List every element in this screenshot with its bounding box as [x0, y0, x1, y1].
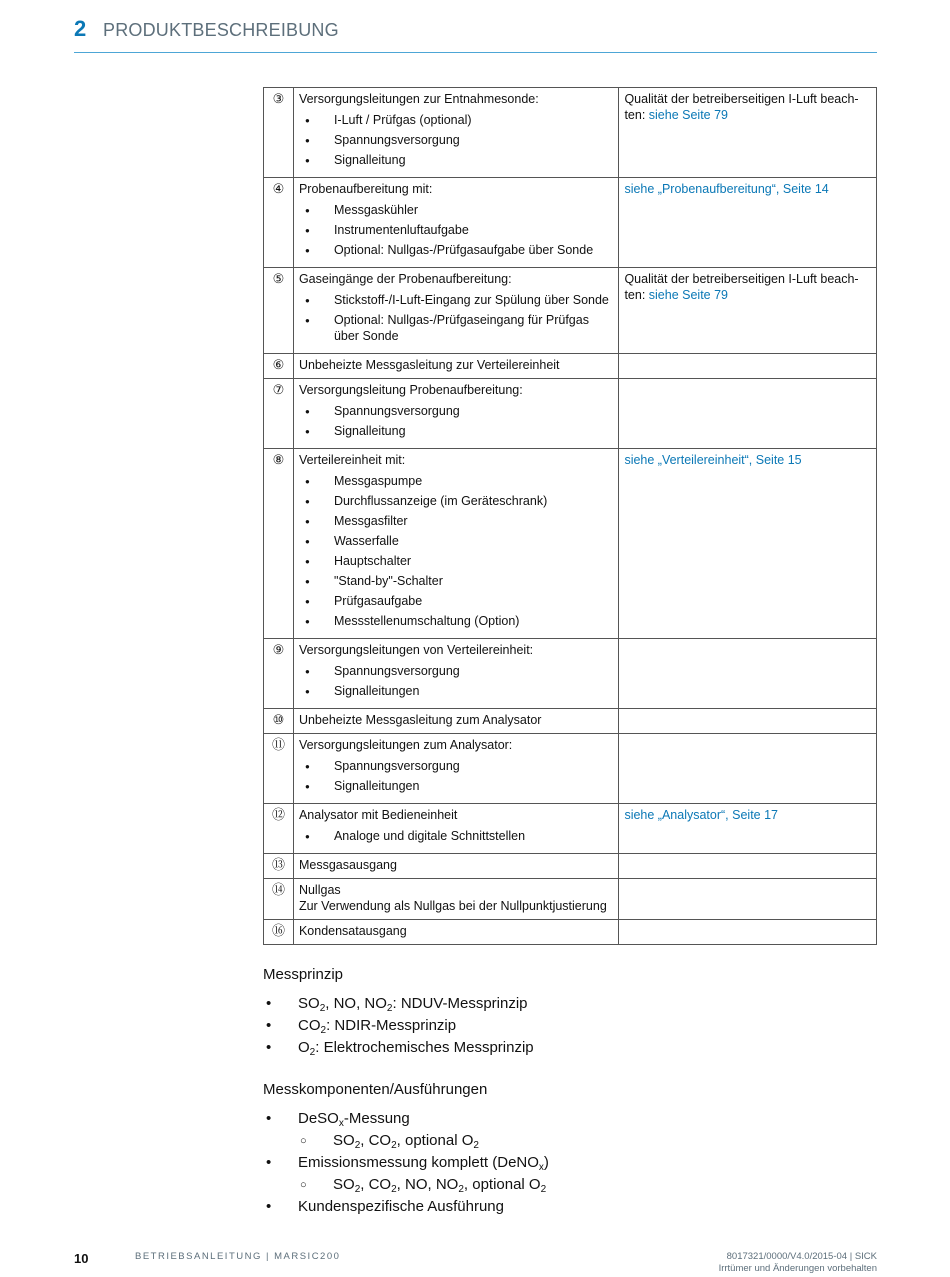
list-item: [263, 1037, 877, 1059]
item-description: [293, 268, 618, 354]
item-description: [293, 854, 618, 879]
messkomponenten-list: [263, 1108, 877, 1218]
subscript-text: 2: [319, 1003, 326, 1014]
text-segment: : Elektrochemisches Messprinzip: [315, 1039, 534, 1056]
item-number: ⑥: [264, 354, 294, 379]
subscript-text: 2: [354, 1140, 361, 1151]
item-description: [293, 639, 618, 709]
table-row: [264, 709, 877, 734]
item-number: ⑩: [264, 709, 294, 734]
table-row: [264, 854, 877, 879]
list-item: ● Messstellenumschaltung (Option): [299, 613, 613, 629]
page-header: [74, 16, 877, 53]
item-description: [293, 88, 618, 178]
list-item: [263, 1108, 877, 1152]
item-bullet-list: [299, 202, 613, 258]
text-segment: SO: [333, 1132, 355, 1149]
sub-list-item: [298, 1130, 877, 1152]
item-title: Messgasausgang: [298, 858, 397, 872]
reference-link[interactable]: siehe Seite 79: [648, 108, 728, 122]
list-item: [263, 1152, 877, 1196]
table-row: [264, 88, 877, 178]
item-reference: [619, 379, 877, 449]
list-item-text: [298, 1196, 877, 1218]
document-title: BETRIEBSANLEITUNG | MARSIC200: [135, 1251, 341, 1262]
chapter-title: PRODUKTBESCHREIBUNG: [103, 20, 339, 40]
item-number: ⑭: [264, 879, 294, 920]
list-item: ● "Stand-by"-Schalter: [299, 573, 613, 589]
sub-list: [298, 1130, 877, 1152]
item-title: Gaseingänge der Probenaufbereitung:: [298, 272, 512, 286]
text-segment: , optional O: [396, 1132, 474, 1149]
item-reference: [619, 734, 877, 804]
list-item: ● Stickstoff-/I-Luft-Eingang zur Spülung über Sonde: [299, 292, 613, 308]
item-title: Versorgungsleitungen zum Analysator:: [298, 738, 513, 752]
item-reference: [619, 88, 877, 178]
list-item: [263, 1196, 877, 1218]
item-number: ④: [264, 178, 294, 268]
item-number: ③: [264, 88, 294, 178]
item-description: [293, 879, 618, 920]
text-segment: Kundenspezifische Ausführung: [298, 1198, 504, 1215]
subscript-text: 2: [391, 1184, 397, 1195]
item-description: [293, 709, 618, 734]
subscript-text: x: [338, 1118, 344, 1129]
item-description: [293, 920, 618, 945]
subscript-text: 2: [309, 1047, 316, 1058]
text-segment: DeSO: [298, 1110, 339, 1127]
item-reference: [619, 709, 877, 734]
text-segment: , optional O: [463, 1176, 541, 1193]
item-description: [293, 804, 618, 854]
table-row: [264, 354, 877, 379]
subscript-text: x: [538, 1162, 544, 1173]
list-item: ● Wasserfalle: [299, 533, 613, 549]
item-title: Probenaufbereitung mit:: [298, 182, 433, 196]
item-subtitle: Zur Verwendung als Nullgas bei der Nullpunktjustierung: [298, 899, 607, 913]
item-bullet-list: [299, 112, 613, 168]
list-item: ● Messgaskühler: [299, 202, 613, 218]
list-item: ● Prüfgasaufgabe: [299, 593, 613, 609]
item-reference: [619, 854, 877, 879]
reference-link[interactable]: siehe Seite 79: [648, 288, 728, 302]
subscript-text: 2: [540, 1184, 547, 1195]
text-segment: , CO: [360, 1132, 392, 1149]
text-segment: , CO: [360, 1176, 392, 1193]
item-reference: [619, 178, 877, 268]
subscript-text: 2: [320, 1025, 327, 1036]
text-segment: Emissionsmessung komplett (DeNO: [298, 1154, 539, 1171]
list-item: ● Analoge und digitale Schnittstellen: [299, 828, 613, 844]
item-description: [293, 734, 618, 804]
table-row: [264, 178, 877, 268]
item-number: ⑫: [264, 804, 294, 854]
page-number: 10: [74, 1251, 89, 1266]
text-segment: , NO, NO: [396, 1176, 459, 1193]
subscript-text: 2: [458, 1184, 464, 1195]
item-reference: [619, 268, 877, 354]
list-item-text: [298, 1152, 877, 1174]
item-description: [293, 379, 618, 449]
reference-note: Qualität der betreiberseitigen I-Luft beach-ten:: [624, 92, 859, 122]
reference-link[interactable]: siehe „Analysator“, Seite 17: [624, 808, 778, 822]
list-item: ● I-Luft / Prüfgas (optional): [299, 112, 613, 128]
item-title: Unbeheizte Messgasleitung zur Verteilereinheit: [298, 358, 560, 372]
table-row: [264, 804, 877, 854]
item-title: Kondensatausgang: [298, 924, 407, 938]
item-number: ⑦: [264, 379, 294, 449]
text-segment: ): [543, 1154, 549, 1171]
item-reference: [619, 920, 877, 945]
list-item: ● Signalleitung: [299, 423, 613, 439]
item-title: Versorgungsleitungen von Verteilereinheit:: [298, 643, 534, 657]
messkomponenten-section: [263, 1081, 877, 1218]
list-item: ● Spannungsversorgung: [299, 663, 613, 679]
list-item: ● Signalleitungen: [299, 683, 613, 699]
item-number: ⑨: [264, 639, 294, 709]
list-item: ● Hauptschalter: [299, 553, 613, 569]
list-item: ● Optional: Nullgas-/Prüfgaseingang für Prüfgas über Sonde: [299, 312, 613, 344]
item-number: ⑬: [264, 854, 294, 879]
item-title: Analysator mit Bedieneinheit: [298, 808, 458, 822]
sub-list: [298, 1174, 877, 1196]
item-description: [293, 449, 618, 639]
messprinzip-list: [263, 993, 877, 1059]
item-reference: [619, 804, 877, 854]
text-segment: SO: [298, 995, 320, 1012]
text-segment: : NDUV-Messprinzip: [392, 995, 528, 1012]
text-segment: SO: [333, 1176, 355, 1193]
table-row: [264, 879, 877, 920]
item-bullet-list: [299, 758, 613, 794]
table-row: [264, 920, 877, 945]
subscript-text: 2: [386, 1003, 393, 1014]
list-item: ● Spannungsversorgung: [299, 403, 613, 419]
item-number: ⑤: [264, 268, 294, 354]
list-item: ● Messgaspumpe: [299, 473, 613, 489]
text-segment: , NO, NO: [325, 995, 387, 1012]
table-row: [264, 449, 877, 639]
list-item: ● Optional: Nullgas-/Prüfgasaufgabe über Sonde: [299, 242, 613, 258]
list-item: ● Durchflussanzeige (im Geräteschrank): [299, 493, 613, 509]
item-reference: [619, 879, 877, 920]
item-number: ⑪: [264, 734, 294, 804]
reference-link[interactable]: siehe „Probenaufbereitung“, Seite 14: [624, 182, 829, 196]
components-table: [263, 87, 877, 945]
sub-list-item: [298, 1174, 877, 1196]
text-segment: -Messung: [343, 1110, 410, 1127]
list-item: ● Signalleitungen: [299, 778, 613, 794]
item-reference: [619, 354, 877, 379]
item-title: Unbeheizte Messgasleitung zum Analysator: [298, 713, 542, 727]
item-bullet-list: [299, 828, 613, 844]
item-title: Verteilereinheit mit:: [298, 453, 406, 467]
item-bullet-list: [299, 403, 613, 439]
subscript-text: 2: [391, 1140, 397, 1151]
document-id: 8017321/0000/V4.0/2015-04 | SICK: [726, 1251, 877, 1262]
item-reference: [619, 639, 877, 709]
list-item: ● Signalleitung: [299, 152, 613, 168]
table-row: [264, 379, 877, 449]
item-title: Nullgas: [298, 883, 341, 897]
text-segment: O: [298, 1039, 310, 1056]
item-title: Versorgungsleitungen zur Entnahmesonde:: [298, 92, 539, 106]
table-row: [264, 639, 877, 709]
list-item: ● Instrumentenluftaufgabe: [299, 222, 613, 238]
item-bullet-list: [299, 663, 613, 699]
list-item: [263, 1015, 877, 1037]
subscript-text: 2: [354, 1184, 361, 1195]
messprinzip-heading: Messprinzip: [263, 966, 344, 983]
item-title: Versorgungsleitung Probenaufbereitung:: [298, 383, 523, 397]
footer-left: [74, 1250, 341, 1268]
reference-note: Qualität der betreiberseitigen I-Luft beach-ten:: [624, 272, 859, 302]
table-row: [264, 734, 877, 804]
text-segment: : NDIR-Messprinzip: [326, 1017, 457, 1034]
chapter-number: 2: [74, 16, 87, 41]
reference-link[interactable]: siehe „Verteilereinheit“, Seite 15: [624, 453, 802, 467]
item-bullet-list: [299, 292, 613, 344]
messprinzip-section: [263, 966, 877, 1059]
item-description: [293, 178, 618, 268]
subscript-text: 2: [473, 1140, 479, 1151]
item-number: ⑧: [264, 449, 294, 639]
list-item-text: [298, 1108, 877, 1130]
item-number: ⑯: [264, 920, 294, 945]
list-item: ● Spannungsversorgung: [299, 132, 613, 148]
disclaimer: Irrtümer und Änderungen vorbehalten: [718, 1263, 877, 1274]
item-description: [293, 354, 618, 379]
item-reference: [619, 449, 877, 639]
text-segment: CO: [298, 1017, 321, 1034]
item-bullet-list: [299, 473, 613, 629]
footer-right: [719, 1251, 877, 1275]
list-item: ● Messgasfilter: [299, 513, 613, 529]
list-item: ● Spannungsversorgung: [299, 758, 613, 774]
table-row: [264, 268, 877, 354]
list-item: [263, 993, 877, 1015]
messkomponenten-heading: Messkomponenten/Ausführungen: [263, 1081, 488, 1098]
